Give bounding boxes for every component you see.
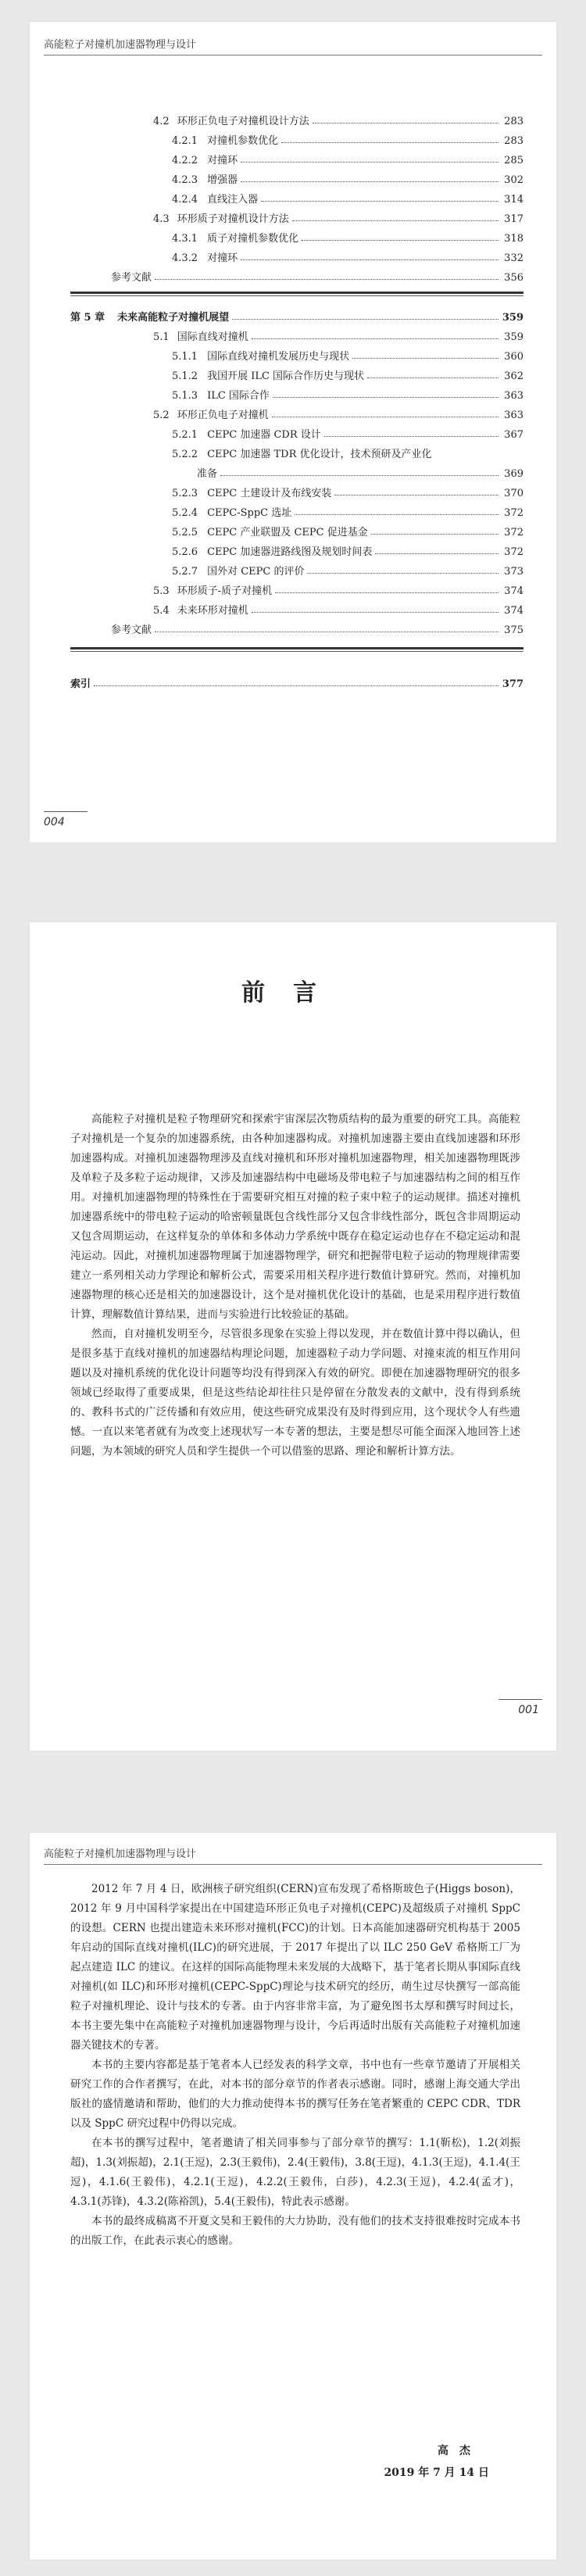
toc-entry-page: 362 <box>504 370 523 382</box>
toc-entry-title: 国外对 CEPC 的评价 <box>207 566 305 578</box>
toc-entry[interactable] <box>70 538 523 558</box>
toc-entry-number: 5.2.6 <box>172 546 198 558</box>
toc-entry[interactable] <box>70 460 523 480</box>
toc-entry-title: 对撞环 <box>207 155 238 166</box>
toc-entry-title: CEPC 加速器 CDR 设计 <box>207 429 321 441</box>
toc-entry-page: 375 <box>504 624 523 636</box>
toc-leader-dots <box>273 396 498 398</box>
preface-paragraph: 本书的最终成稿离不开夏文昊和王毅伟的大力协助，没有他们的技术支持很难按时完成本书的出版工作，在此表示衷心的感谢。 <box>70 2215 520 2247</box>
toc-entry-title: ILC 国际合作 <box>207 390 270 402</box>
toc-entry-page: 373 <box>504 566 523 578</box>
toc-entry[interactable] <box>70 166 523 186</box>
toc-leader-dots <box>241 181 498 182</box>
toc-entry-number: 5.1.2 <box>172 370 198 382</box>
preface-page <box>30 922 556 1751</box>
toc-leader-dots <box>371 533 498 535</box>
toc-entry-title: 直线注入器 <box>207 194 259 206</box>
running-head: 高能粒子对撞机加速器物理与设计 <box>44 36 542 55</box>
chapter-rule <box>70 292 523 296</box>
toc-entry-number: 4.2 <box>153 116 170 127</box>
toc-entry[interactable] <box>70 324 523 343</box>
toc-leader-dots <box>261 200 498 202</box>
preface-paragraph: 高能粒子对撞机是粒子物理研究和探索宇宙深层次物质结构的最为重要的研究工具。高能粒子对撞机是一个复杂的加速器系统，由各种加速器构成。对撞机加速器主要由直线加速器和环形加速器构成。对撞机加速器物理涉及直线对撞机和环形对撞机加速器物理，相关加速器物理既涉及单粒子及多粒子运动规律，又涉及加速器结构中电磁场及带电粒子与加速器结构之间的相互作用。对撞机加速器物理的特殊性在于需要研究相互对撞的粒子束中粒子的运动规律。描述对撞机加速器系统中的带电粒子运动的哈密顿量既包含线性部分又包含非线性部分，既包含非周期运动又包含周期运动，在这样复杂的单体和多体动力学系统中既存在稳定运动也存在不稳定运动和混沌运动。因此，对撞机加速器物理属于加速器物理学，研究和把握带电粒子运动的物理规律需要建立一系列相关动力学理论和解析公式，需要采用相关程序进行数值计算研究。然而，对撞机加速器物理的核心还是相关的加速器设计，这个是对撞机优化设计的基础，也是采用程序进行数值计算，理解数值计算结果，进而与实验进行比较验证的基础。 <box>70 1113 520 1321</box>
page-number: 004 <box>44 816 65 828</box>
toc-page <box>30 22 556 843</box>
toc-entry-page: 302 <box>504 174 523 186</box>
toc-entry-page: 283 <box>504 135 523 147</box>
toc-entry-page: 367 <box>504 429 523 441</box>
toc-entry-page: 332 <box>504 252 523 264</box>
toc-leader-dots <box>275 592 498 593</box>
toc-entry[interactable] <box>70 519 523 538</box>
toc-entry-number: 5.2.4 <box>172 507 198 519</box>
toc-entry-page: 369 <box>504 468 523 480</box>
toc-entry[interactable] <box>70 206 523 225</box>
toc-leader-dots <box>155 278 498 280</box>
toc-leader-dots <box>307 572 498 574</box>
toc-entry[interactable] <box>70 264 523 284</box>
toc-entry-number: 4.3.2 <box>172 252 198 264</box>
preface-paragraph: 2012 年 7 月 4 日，欧洲核子研究组织(CERN)宣布发现了希格斯玻色子(Higgs boson)，2012 年 9 月中国科学家提出在中国建造环形正负电子对撞机(CEPC)及超级质子对撞机 SppC 的设想。CERN 也提出建造未来环形对撞机(FCC)的计划。日本高能加速器研究机构基于 2005 年启动的国际直线对撞机(ILC)的研究进展，于 2017 年提出了以 ILC 250 GeV 希格斯工厂为起点建造 ILC 的建议。在这样的国际高能物理未来发展的大战略下，基于笔者长期从事国际直线对撞机(如 ILC)和环形对撞机(CEPC-SppC)理论与技术研究的经历，萌生过尽快撰写一部高能粒子对撞机理论、设计与技术的专著。由于内容非常丰富，为了避免图书太厚和撰写时间过长，本书主要先集中在高能粒子对撞机加速器物理与设计，今后再适时出版有关高能粒子对撞机加速器关键技术的专著。 <box>70 1883 520 2052</box>
toc-leader-dots <box>367 377 498 378</box>
toc-entry-page: 372 <box>504 527 523 538</box>
toc-entry[interactable] <box>70 382 523 402</box>
toc-leader-dots <box>94 685 498 686</box>
toc-leader-dots <box>313 122 498 123</box>
toc-entry-page: 283 <box>504 116 523 127</box>
toc-entry-page: 374 <box>504 585 523 597</box>
toc-entry-title: 未来高能粒子对撞机展望 <box>117 312 230 324</box>
toc-entry-title: CEPC-SppC 选址 <box>207 507 292 519</box>
toc-entry[interactable] <box>70 617 523 636</box>
preface-title: 前言 <box>241 979 345 1007</box>
toc-leader-dots <box>252 338 498 339</box>
toc-leader-dots <box>281 141 498 143</box>
toc-entry-title: 国际直线对撞机发展历史与现状 <box>207 351 350 363</box>
folio-rule <box>44 811 88 812</box>
preface-paragraph: 然而，自对撞机发明至今，尽管很多现象在实验上得以发现，并在数值计算中得以确认，但是很多基于直线对撞机的加速器结构理论问题，加速器粒子动力学问题、对撞束流的相互作用问题以及对撞机系统的优化设计问题等均没有得到深入有效的研究。即便在加速器物理研究的很多领域已经取得了重要成果，但是这些结论却往往只是停留在分散发表的文献中，没有得到系统的、教科书式的广泛传播和有效应用，使这些研究成果没有及时得到应用，这个现状令人有些遗憾。一直以来笔者就有为改变上述现状写一本专著的想法，主要是想尽可能全面深入地回答上述问题，为本领域的研究人员和学生提供一个可以借鉴的思路、理论和解析计算方法。 <box>70 1328 520 1458</box>
toc-entry-number: 4.2.2 <box>172 155 198 166</box>
toc-entry[interactable] <box>70 127 523 147</box>
toc-entry-number: 4.2.1 <box>172 135 198 147</box>
toc-entry-number: 4.3.1 <box>172 233 198 245</box>
toc-entry-page: 370 <box>504 488 523 499</box>
toc-leader-dots <box>232 318 498 320</box>
toc-entry[interactable] <box>70 304 523 324</box>
toc-entry-page: 317 <box>504 213 523 225</box>
toc-entry[interactable] <box>70 186 523 206</box>
toc-entry-title: 增强器 <box>207 174 238 186</box>
toc-entry-number: 5.2.1 <box>172 429 198 441</box>
toc-entry-number: 5.2.2 <box>172 449 198 460</box>
toc-entry-title: 参考文献 <box>111 624 152 636</box>
toc-entry-title: 未来环形对撞机 <box>177 605 248 617</box>
toc-leader-dots <box>241 161 498 163</box>
toc-entry-page: 377 <box>502 678 523 690</box>
toc-entry-title: 国际直线对撞机 <box>177 331 248 343</box>
toc-entry-title: 质子对撞机参数优化 <box>207 233 299 245</box>
toc-entry-number: 5.3 <box>153 585 170 597</box>
toc-entry-number: 5.1.1 <box>172 351 198 363</box>
toc-entry-number: 5.1.3 <box>172 390 198 402</box>
toc-entry-title: 环形质子-质子对撞机 <box>177 585 273 597</box>
toc-entry-page: 372 <box>504 507 523 519</box>
preface-continued-page <box>30 1833 556 2560</box>
toc-leader-dots <box>324 435 498 437</box>
toc-entry-number: 4.2.3 <box>172 174 198 186</box>
toc-entry[interactable] <box>70 363 523 382</box>
toc-entry-title: 索引 <box>70 678 91 690</box>
toc-leader-dots <box>272 416 498 417</box>
toc-entry-number: 5.2.7 <box>172 566 198 578</box>
index-rule <box>70 647 523 652</box>
preface-body <box>70 1110 520 1462</box>
toc-entry-page: 356 <box>504 272 523 284</box>
toc-entry[interactable] <box>70 225 523 245</box>
preface-body-continued <box>70 1880 520 2251</box>
toc-entry-page: 363 <box>504 390 523 402</box>
toc-leader-dots <box>292 220 498 221</box>
toc-entry[interactable] <box>70 343 523 363</box>
toc-entry[interactable] <box>70 671 523 690</box>
toc-entry-title: 我国开展 ILC 国际合作历史与现状 <box>207 370 365 382</box>
toc-entry[interactable] <box>70 480 523 499</box>
toc-entry-page: 363 <box>504 410 523 421</box>
toc-entry[interactable] <box>70 108 523 127</box>
toc-entry-title: 环形正负电子对撞机设计方法 <box>177 116 309 127</box>
table-of-contents <box>70 108 523 690</box>
toc-leader-dots <box>252 611 498 613</box>
toc-entry-title: 准备 <box>197 468 218 480</box>
toc-leader-dots <box>295 513 498 515</box>
toc-entry-title: CEPC 加速器 TDR 优化设计，技术预研及产业化 <box>207 449 432 460</box>
page-number: 001 <box>518 1704 539 1716</box>
toc-entry-page: 360 <box>504 351 523 363</box>
running-head: 高能粒子对撞机加速器物理与设计 <box>44 1845 542 1865</box>
toc-leader-dots <box>155 631 498 632</box>
toc-entry-number: 5.2.3 <box>172 488 198 499</box>
toc-entry-title: 参考文献 <box>111 272 152 284</box>
toc-entry[interactable] <box>70 578 523 597</box>
toc-entry-number: 第 5 章 <box>70 312 105 324</box>
toc-entry-page: 314 <box>504 194 523 206</box>
folio-rule <box>498 1699 542 1700</box>
toc-entry-title: CEPC 加速器进路线图及规划时间表 <box>207 546 373 558</box>
toc-entry-number: 5.2 <box>153 410 170 421</box>
toc-leader-dots <box>302 239 498 241</box>
toc-entry-title: CEPC 土建设计及布线安装 <box>207 488 332 499</box>
toc-entry-title: 对撞环 <box>207 252 238 264</box>
toc-entry-title: 对撞机参数优化 <box>207 135 279 147</box>
toc-entry-page: 372 <box>504 546 523 558</box>
toc-entry-number: 5.4 <box>153 605 170 617</box>
toc-entry-number: 4.2.4 <box>172 194 198 206</box>
toc-entry-page: 285 <box>504 155 523 166</box>
toc-entry[interactable] <box>70 558 523 578</box>
toc-entry-page: 374 <box>504 605 523 617</box>
preface-paragraph: 本书的主要内容都是基于笔者本人已经发表的科学文章，书中也有一些章节邀请了开展相关研究工作的合作者撰写，在此，对本书的部分章节的作者表示感谢。同时，感谢上海交通大学出版社的盛情邀请和帮助，他们的大力推动使得本书的撰写任务在笔者繁重的 CEPC CDR、TDR 以及 SppC 研究过程中仍得以完成。 <box>70 2059 520 2130</box>
toc-entry-page: 359 <box>504 331 523 343</box>
toc-entry-number: 5.2.5 <box>172 527 198 538</box>
toc-entry[interactable] <box>70 499 523 519</box>
preface-paragraph: 在本书的撰写过程中，笔者邀请了相关同事参与了部分章节的撰写：1.1(靳松)，1.2(刘振超)，1.3(刘振超)，2.1(王逗)，2.3(王毅伟)，2.4(王毅伟)，3.8(王逗)，4.1.3(王逗)，4.1.4(王逗)，4.1.6(王毅伟)，4.2.1(王逗)，4.2.2(王毅伟，白莎)，4.2.3(王逗)，4.2.4(孟才)，4.3.1(苏锋)，4.3.2(陈裕凯)，5.4(王毅伟)，特此表示感谢。 <box>70 2137 520 2208</box>
toc-entry[interactable] <box>70 245 523 264</box>
toc-entry[interactable] <box>70 421 523 441</box>
toc-entry[interactable] <box>70 597 523 617</box>
toc-leader-dots <box>220 474 498 476</box>
toc-leader-dots <box>241 259 498 260</box>
toc-entry[interactable] <box>70 147 523 166</box>
toc-entry-page: 318 <box>504 233 523 245</box>
toc-leader-dots <box>352 357 498 359</box>
author-signature: 高杰 <box>438 2445 481 2457</box>
toc-leader-dots <box>334 494 498 496</box>
toc-entry-title: 环形质子对撞机设计方法 <box>177 213 289 225</box>
toc-leader-dots <box>375 553 498 554</box>
toc-entry[interactable] <box>70 402 523 421</box>
signature-date: 2019 年 7 月 14 日 <box>384 2467 489 2479</box>
toc-entry[interactable] <box>70 441 523 460</box>
toc-entry-number: 4.3 <box>153 213 170 225</box>
toc-entry-title: CEPC 产业联盟及 CEPC 促进基金 <box>207 527 368 538</box>
toc-entry-title: 环形正负电子对撞机 <box>177 410 269 421</box>
toc-entry-page: 359 <box>502 312 523 324</box>
toc-entry-number: 5.1 <box>153 331 170 343</box>
